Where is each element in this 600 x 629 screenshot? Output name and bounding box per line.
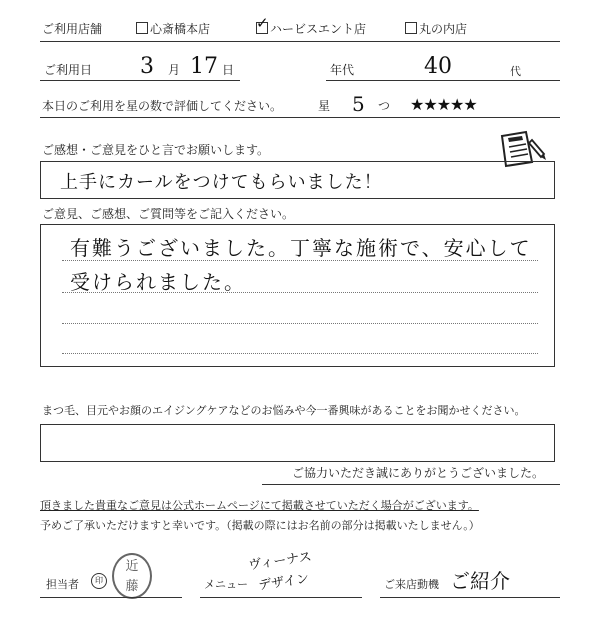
store-option-marunouchi[interactable]: 丸の内店 [405, 22, 467, 36]
staff-stamp: 近藤 [112, 553, 152, 599]
rating-stars: ★★★★★ [410, 95, 477, 114]
staff-label: 担当者 [46, 578, 79, 591]
thanks-text: ご協力いただき誠にありがとうございました。 [292, 466, 545, 480]
notice-line-1: 頂きました貴重なご意見は公式ホームページにて掲載させていただく場合がございます。 [40, 499, 479, 512]
ruled-line [62, 292, 538, 293]
divider [262, 484, 560, 485]
impression-answer: 上手にカールをつけてもらいました！ [60, 172, 383, 193]
divider [40, 41, 560, 42]
check-mark-icon: ✓ [256, 14, 269, 32]
staff-underline [40, 597, 182, 598]
store-option-herbis-ent[interactable]: ✓ ハービスエント店 [256, 14, 367, 36]
comments-line-1: 有難うございました。丁寧な施術で、安心して [70, 236, 532, 260]
aging-answer-box[interactable] [40, 424, 555, 462]
month-unit: 月 [168, 63, 181, 77]
menu-label: メニュー [204, 578, 248, 591]
rating-prompt: 本日のご利用を星の数で評価してください。 [42, 99, 283, 113]
comments-prompt: ご意見、ご感想、ご質問等をご記入ください。 [42, 207, 295, 221]
menu-value-line-2: デザイン [257, 571, 311, 594]
divider [40, 117, 560, 118]
aging-prompt: まつ毛、目元やお顔のエイジングケアなどのお悩みや今一番興味があることをお聞かせください。 [42, 404, 526, 417]
reason-label: ご来店動機 [384, 578, 439, 591]
date-label: ご利用日 [44, 63, 93, 77]
store-option-shinsaibashi[interactable]: 心斎橋本店 [136, 22, 210, 36]
date-month-value: 3 [140, 54, 154, 79]
notice-line-2: 予めご了承いただけますと幸いです。（掲載の際にはお名前の部分は掲載いたしません。） [40, 519, 480, 532]
reason-underline [380, 597, 560, 598]
seal-mark: 印 [91, 573, 107, 589]
checkbox[interactable] [405, 22, 417, 34]
impression-prompt: ご感想・ご意見をひと言でお願いします。 [42, 143, 270, 157]
checkbox-checked[interactable] [256, 14, 269, 34]
reason-value: ご紹介 [450, 569, 510, 593]
checkbox[interactable] [136, 22, 148, 34]
age-value: 40 [424, 54, 452, 79]
ruled-line [62, 353, 538, 354]
rating-unit: つ [378, 99, 391, 113]
menu-underline [200, 597, 362, 598]
star-label: 星 [318, 99, 331, 113]
age-unit: 代 [510, 65, 521, 78]
date-day-value: 17 [190, 54, 218, 79]
age-underline [326, 80, 560, 81]
day-unit: 日 [222, 63, 235, 77]
age-label: 年代 [330, 63, 355, 77]
ruled-line [62, 260, 538, 261]
comments-line-2: 受けられました。 [70, 270, 246, 294]
date-underline [40, 80, 240, 81]
ruled-line [62, 323, 538, 324]
menu-value-line-1: ヴィーナス [247, 549, 313, 574]
rating-value: 5 [352, 92, 365, 116]
store-label: ご利用店舗 [42, 22, 103, 36]
